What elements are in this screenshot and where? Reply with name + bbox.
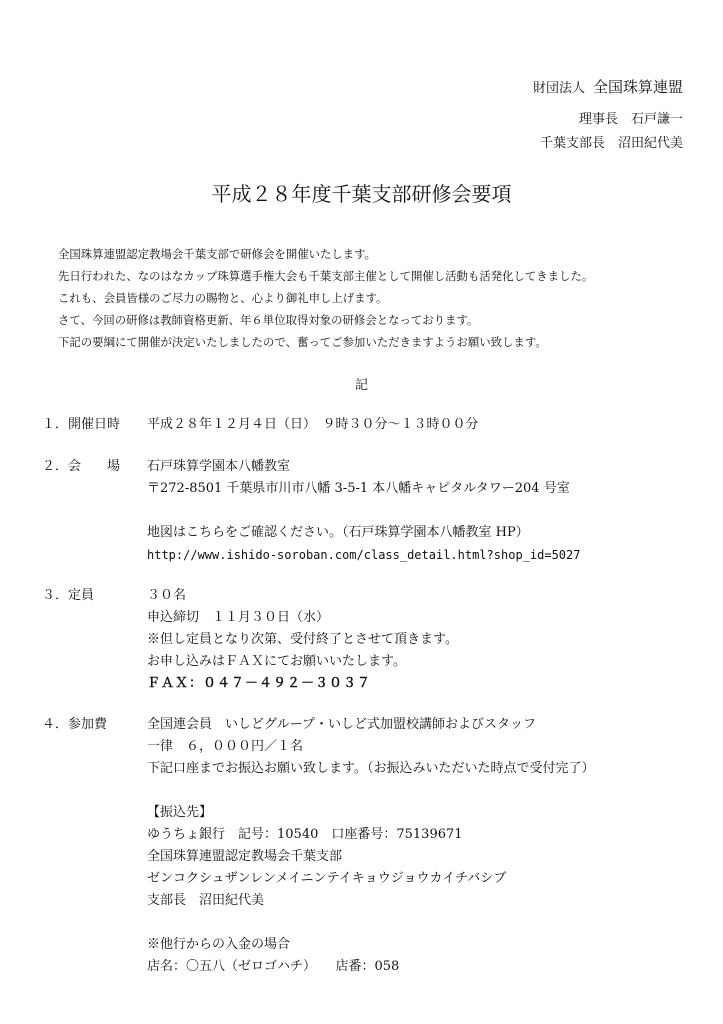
intro-line: 先日行われた、なのはなカップ珠算選手権大会も千葉支部主催として開催し活動も活発化してきました。 bbox=[58, 269, 594, 283]
datetime-value: 平成２８年１２月４日（日） ９時３０分～１３時００分 bbox=[147, 417, 479, 432]
chairman-line: 理事長 石戸謙一 bbox=[578, 112, 683, 127]
section-number: ４．参加費 bbox=[42, 717, 108, 732]
capacity-value: ３０名 bbox=[147, 588, 187, 603]
fee-amount: 一律 ６，０００円／１名 bbox=[147, 739, 304, 754]
fax-note: お申し込みはＦＡＸにてお願いいたします。 bbox=[147, 654, 406, 669]
other-bank-heading: ※他行からの入金の場合 bbox=[147, 937, 291, 952]
section-number: ３．定員 bbox=[42, 588, 95, 603]
branch-info: 店名：〇五八（ゼロゴハチ） 店番：058 bbox=[147, 959, 400, 974]
intro-line: これも、会員皆様のご尽力の賜物と、心より御礼申し上げます。 bbox=[58, 291, 388, 305]
application-deadline: 申込締切 １１月３０日（水） bbox=[147, 610, 330, 625]
intro-line: 全国珠算連盟認定教場会千葉支部で研修会を開催いたします。 bbox=[58, 247, 377, 261]
fee-target: 全国連会員 いしどグループ・いしど式加盟校講師およびスタッフ bbox=[147, 717, 536, 732]
capacity-note: ※但し定員となり次第、受付終了とさせて頂きます。 bbox=[147, 632, 458, 647]
bank-account: ゆうちょ銀行 記号：10540 口座番号：75139671 bbox=[147, 827, 463, 842]
intro-paragraph bbox=[58, 243, 593, 353]
branch-head-line: 千葉支部長 沼田紀代美 bbox=[539, 136, 683, 151]
venue-name: 石戸珠算学園本八幡教室 bbox=[147, 459, 291, 474]
venue-url[interactable]: http://www.ishido-soroban.com/class_detail.html?shop_id=5027 bbox=[147, 548, 581, 562]
payment-note: 下記口座までお振込お願い致します。（お振込みいただいた時点で受付完了） bbox=[147, 761, 595, 776]
ki-heading: 記 bbox=[354, 378, 368, 393]
venue-address: 〒272-8501 千葉県市川市八幡 3-5-1 本八幡キャピタルタワー204 号室 bbox=[147, 481, 570, 496]
organization-header bbox=[533, 76, 683, 97]
transfer-heading: 【振込先】 bbox=[147, 805, 213, 820]
section-number: ２．会 場 bbox=[42, 459, 121, 474]
document-title: 平成２８年度千葉支部研修会要項 bbox=[211, 182, 512, 206]
section-number: １．開催日時 bbox=[42, 417, 121, 432]
intro-line: 下記の要綱にて開催が決定いたしましたので、奮ってご参加いただきますようお願い致します。 bbox=[58, 335, 547, 349]
intro-line: さて、今回の研修は教師資格更新、年６単位取得対象の研修会となっております。 bbox=[58, 313, 479, 327]
account-holder: 全国珠算連盟認定教場会千葉支部 bbox=[147, 849, 343, 864]
org-name: 全国珠算連盟 bbox=[592, 78, 683, 96]
account-holder-person: 支部長 沼田紀代美 bbox=[147, 893, 265, 908]
account-holder-kana: ゼンコクシュザンレンメイニンテイキョウジョウカイチバシブ bbox=[147, 871, 507, 886]
map-note: 地図はこちらをご確認ください。（石戸珠算学園本八幡教室 HP） bbox=[147, 525, 529, 540]
fax-number: ＦＡＸ：０４７－４９２－３０３７ bbox=[147, 676, 372, 691]
org-prefix: 財団法人 bbox=[532, 81, 585, 96]
